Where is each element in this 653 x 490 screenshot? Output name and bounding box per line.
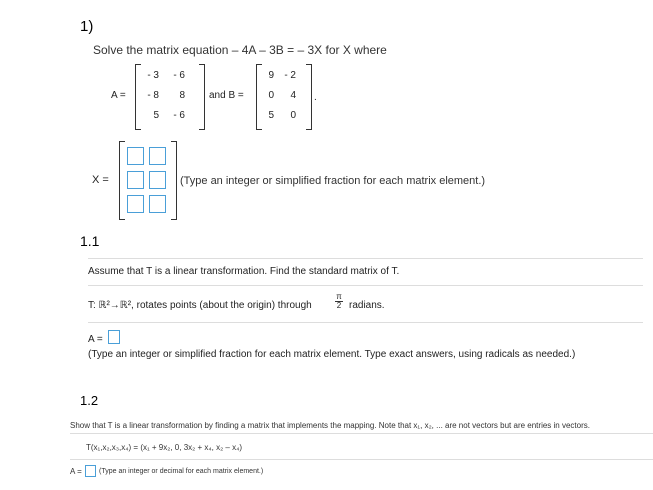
- problem-1-2-prompt: Show that T is a linear transformation by finding a matrix that implements the mapping. Note that x₁, x₂, ... are not vectors but are entries in vectors.: [70, 421, 590, 430]
- divider: [70, 433, 653, 434]
- matrix-a: [135, 64, 205, 130]
- matrix-a-cell: 5: [153, 110, 159, 121]
- fraction-numerator: π: [336, 292, 342, 301]
- matrix-a-cell: - 8: [147, 90, 159, 101]
- matrix-a-cell: - 6: [173, 70, 185, 81]
- matrix-x-input-r3c2[interactable]: [149, 195, 166, 213]
- problem-1-number: 1): [80, 18, 94, 35]
- matrix-a-cell: - 3: [147, 70, 159, 81]
- matrix-b-cell: 9: [268, 70, 274, 81]
- problem-1-2-hint: (Type an integer or decimal for each matrix element.): [99, 468, 264, 475]
- matrix-a-label: A =: [111, 90, 126, 101]
- problem-1-1-prompt: Assume that T is a linear transformation. Find the standard matrix of T.: [88, 266, 400, 277]
- matrix-x-right-bracket: [171, 141, 177, 220]
- matrix-x-input-r1c2[interactable]: [149, 147, 166, 165]
- problem-1-2-number: 1.2: [80, 393, 99, 408]
- matrix-a-left-bracket: [135, 64, 141, 130]
- mapping-formula: T(x₁,x₂,x₃,x₄) = (x₁ + 9x₂, 0, 3x₂ + x₄, x₂ – x₄): [86, 443, 243, 452]
- matrix-b-cell: 5: [268, 110, 274, 121]
- pi-over-2-fraction: [335, 293, 343, 310]
- matrix-x-input-r3c1[interactable]: [127, 195, 144, 213]
- and-b-label: and B =: [209, 90, 244, 101]
- answer-a-label-2: A =: [70, 467, 82, 476]
- divider: [88, 322, 643, 323]
- transformation-text: T: ℝ²→ℝ², rotates points (about the origin) through: [88, 300, 312, 311]
- matrix-x-input-r2c2[interactable]: [149, 171, 166, 189]
- divider: [70, 459, 653, 460]
- matrix-x-label: X =: [92, 174, 109, 186]
- period: .: [314, 92, 317, 103]
- problem-1-1-number: 1.1: [80, 233, 100, 249]
- matrix-b-cell: 0: [268, 90, 274, 101]
- problem-1-prompt: Solve the matrix equation – 4A – 3B = – 3X for X where: [93, 43, 387, 57]
- matrix-a-cell: - 6: [173, 110, 185, 121]
- fraction-denominator: 2: [336, 301, 342, 310]
- answer-a-input[interactable]: [108, 330, 120, 344]
- matrix-b-cell: 4: [290, 90, 296, 101]
- matrix-b: [256, 64, 312, 130]
- divider: [88, 258, 643, 259]
- matrix-b-cell: - 2: [284, 70, 296, 81]
- matrix-b-right-bracket: [306, 64, 312, 130]
- matrix-x-input-r1c1[interactable]: [127, 147, 144, 165]
- matrix-x: [119, 141, 177, 220]
- matrix-x-left-bracket: [119, 141, 125, 220]
- matrix-a-right-bracket: [199, 64, 205, 130]
- problem-1-hint: (Type an integer or simplified fraction for each matrix element.): [180, 175, 486, 187]
- divider: [88, 285, 643, 286]
- answer-a-input-2[interactable]: [85, 465, 96, 477]
- matrix-x-input-r2c1[interactable]: [127, 171, 144, 189]
- matrix-b-cell: 0: [290, 110, 296, 121]
- answer-a-label: A =: [88, 334, 103, 345]
- matrix-a-cell: 8: [179, 90, 185, 101]
- problem-1-1-hint: (Type an integer or simplified fraction for each matrix element. Type exact answers, using radicals as needed.): [88, 349, 576, 360]
- transformation-tail: radians.: [349, 300, 385, 311]
